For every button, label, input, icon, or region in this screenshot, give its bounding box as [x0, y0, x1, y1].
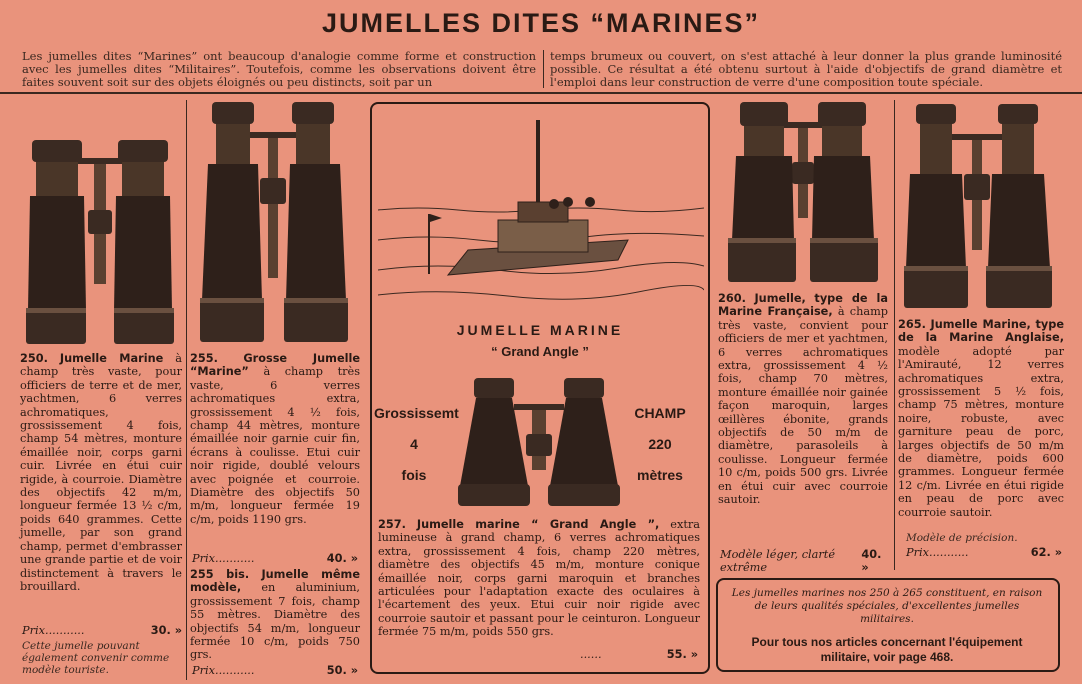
product-260-type: type de la Marine Française, [718, 292, 889, 319]
field-unit: mètres [637, 467, 683, 483]
product-257-number: 257. [378, 518, 406, 531]
header-rule [0, 92, 1082, 94]
product-255bis-name: Jumelle même modèle, [190, 568, 360, 595]
product-257-subheading: “ Grand Angle ” [491, 344, 589, 359]
product-250-name: Jumelle Marine [59, 352, 164, 365]
product-265-price-row [906, 546, 1062, 559]
product-265-description [898, 318, 1064, 519]
product-255bis-price-label: Prix........... [192, 664, 255, 677]
product-265-price: 62. » [1030, 546, 1062, 559]
product-265-name: Jumelle Marine, [930, 318, 1031, 331]
page-title: JUMELLES DITES “MARINES” [321, 8, 761, 38]
binocular-260-illustration [722, 100, 882, 290]
intro-right: temps brumeux ou couvert, on s'est attaché à leur donner la plus grande luminosité possible. Ce résultat a été obtenu surtout à l'aide d'objectifs de grand diamètre et l'emploi dans leur construction de verre d'une composition toute spéciale. [550, 49, 1062, 89]
product-250-note: Cette jumelle pouvant également convenir comme modèle touriste. [22, 640, 170, 676]
product-250-description [20, 352, 182, 593]
product-265-price-label: Prix........... [906, 546, 969, 559]
product-255-text: à champ très vaste, 6 verres achromatiques extra, grossissement 4 ½ fois, champ 44 mètres, monture émaillée noir garnie cuir fin, écrans à coulisse. Etui cuir noir rigide, doublé velours avec poignée et courroie. Diamètre des objectifs 50 m/m, longueur fermée 19 c/m, poids 1190 grs. [190, 365, 360, 526]
product-260-name: Jumelle, [754, 292, 806, 305]
binocular-257-illustration [454, 374, 624, 514]
field-value: 220 [648, 436, 672, 452]
product-250-price: 30. » [150, 624, 182, 637]
product-260-text: à champ très vaste, convient pour officiers de mer et yachtmen, 6 verres achromatiques extra, grossissement 4 ½ fois, champ 70 mètres, monture émaillée noir gainée façon maroquin, larges œillères ébonite, grands objectifs de 50 m/m de diamètre, parasoleils à coulisse. Longueur fermée 10 c/m, poids 500 grs. Livrée en étui cuir avec courroie sautoir. [718, 305, 889, 507]
column-divider [894, 100, 895, 570]
product-257-description [378, 518, 700, 639]
product-257-text: extra lumineuse à grand champ, 6 verres achromatiques extra, grossissement 4 fois, champ 220 mètres, diamètre des objectifs 45 m/m, monture conique émaillée noir, corps garni maroquin et branches articulées pour l'adaptation exacte des oculaires à l'écartement des yeux. Etui cuir noir rigide avec courroie sautoir et passant pour le ceinturon. Longueur fermée 75 m/m, poids 550 grs. [378, 518, 701, 639]
product-250-price-label: Prix........... [22, 624, 85, 637]
product-250-text: à champ très vaste, pour officiers de terre et de mer, yachtmen, 6 verres achromatiques, grossissement 4 fois, champ 54 mètres, monture émaillée noir, corps garni cuir. Livrée en étui cuir rigide, à courroie. Diamètre des objectifs 42 m/m, longueur fermée 13 ½ c/m, poids 640 grammes. Cette jumelle, par son grand champ, permet d'embrasser une grande partie et de voir distinctement à travers le brouillard. [20, 352, 183, 593]
column-divider [186, 100, 187, 680]
product-255-price: 40. » [326, 552, 358, 565]
product-265-type: type de la Marine Anglaise, [898, 318, 1064, 345]
binocular-255-illustration [196, 100, 356, 348]
magnification-label: Grossissemt [374, 405, 459, 421]
product-257-heading: JUMELLE MARINE [456, 322, 624, 338]
product-255bis-text: en aluminium, grossissement 7 fois, champ 55 mètres. Diamètre des objectifs 54 m/m, longueur fermée 10 c/m, poids 750 grs. [190, 581, 361, 662]
magnification-value: 4 [410, 436, 418, 452]
product-260-price: 40. » [861, 548, 882, 574]
notice-bold-text: Pour tous nos articles concernant l'équipement militaire, voir page 468. [751, 635, 1023, 664]
product-257-price-label: ...... [580, 648, 602, 661]
product-265-text: modèle adopté par l'Amirauté, 12 verres achromatiques extra, grossissement 5 ½ fois, champ 75 mètres, monture noire, robuste, avec garniture peau de porc, larges objectifs de 50 m/m de diamètre, poids 600 grammes. Longueur fermée 12 c/m. Livrée en étui rigide en peau de porc avec courroie sautoir. [898, 344, 1064, 519]
ship-illustration [378, 110, 704, 315]
field-label: CHAMP [634, 405, 686, 421]
product-250-price-row [22, 624, 182, 637]
notice-italic-text: Les jumelles marines nos 250 à 265 constituent, en raison de leurs qualités spéciales, d'excellentes jumelles militaires. [731, 587, 1043, 625]
binocular-250-illustration [20, 130, 180, 350]
product-265-number: 265. [898, 318, 926, 331]
product-255bis-price-row [192, 664, 358, 677]
product-255-number: 255. [190, 352, 218, 365]
product-255-description [190, 352, 360, 526]
product-260-description [718, 292, 888, 507]
product-257-price: 55. » [666, 648, 698, 661]
product-255-price-row [192, 552, 358, 565]
magnification-unit: fois [401, 467, 427, 483]
product-265-note: Modèle de précision. [906, 532, 1018, 544]
product-255-name: Grosse Jumelle “Marine” [190, 352, 361, 379]
product-255bis-price: 50. » [326, 664, 358, 677]
product-255-price-label: Prix........... [192, 552, 255, 565]
product-260-price-row [720, 548, 888, 574]
intro-left: Les jumelles dites “Marines” ont beaucoup d'analogie comme forme et construction avec les jumelles dites “Militaires”. Toutefois, comme les observations doivent être faites souvent soit sur des objets éloignés ou peu distincts, soit par un [22, 49, 536, 89]
product-250-number: 250. [20, 352, 48, 365]
product-257-name: Jumelle marine “ Grand Angle ”, [416, 518, 660, 531]
product-260-note: Modèle léger, clarté extrême [720, 548, 836, 574]
intro-divider [543, 50, 544, 88]
product-257-left-label [374, 398, 459, 491]
binocular-265-illustration [902, 100, 1062, 312]
product-260-number: 260. [718, 292, 746, 305]
product-257-right-label [622, 398, 698, 491]
product-255bis-number: 255 bis. [190, 568, 250, 581]
product-257-price-row [580, 648, 698, 661]
product-255bis-description [190, 568, 360, 662]
